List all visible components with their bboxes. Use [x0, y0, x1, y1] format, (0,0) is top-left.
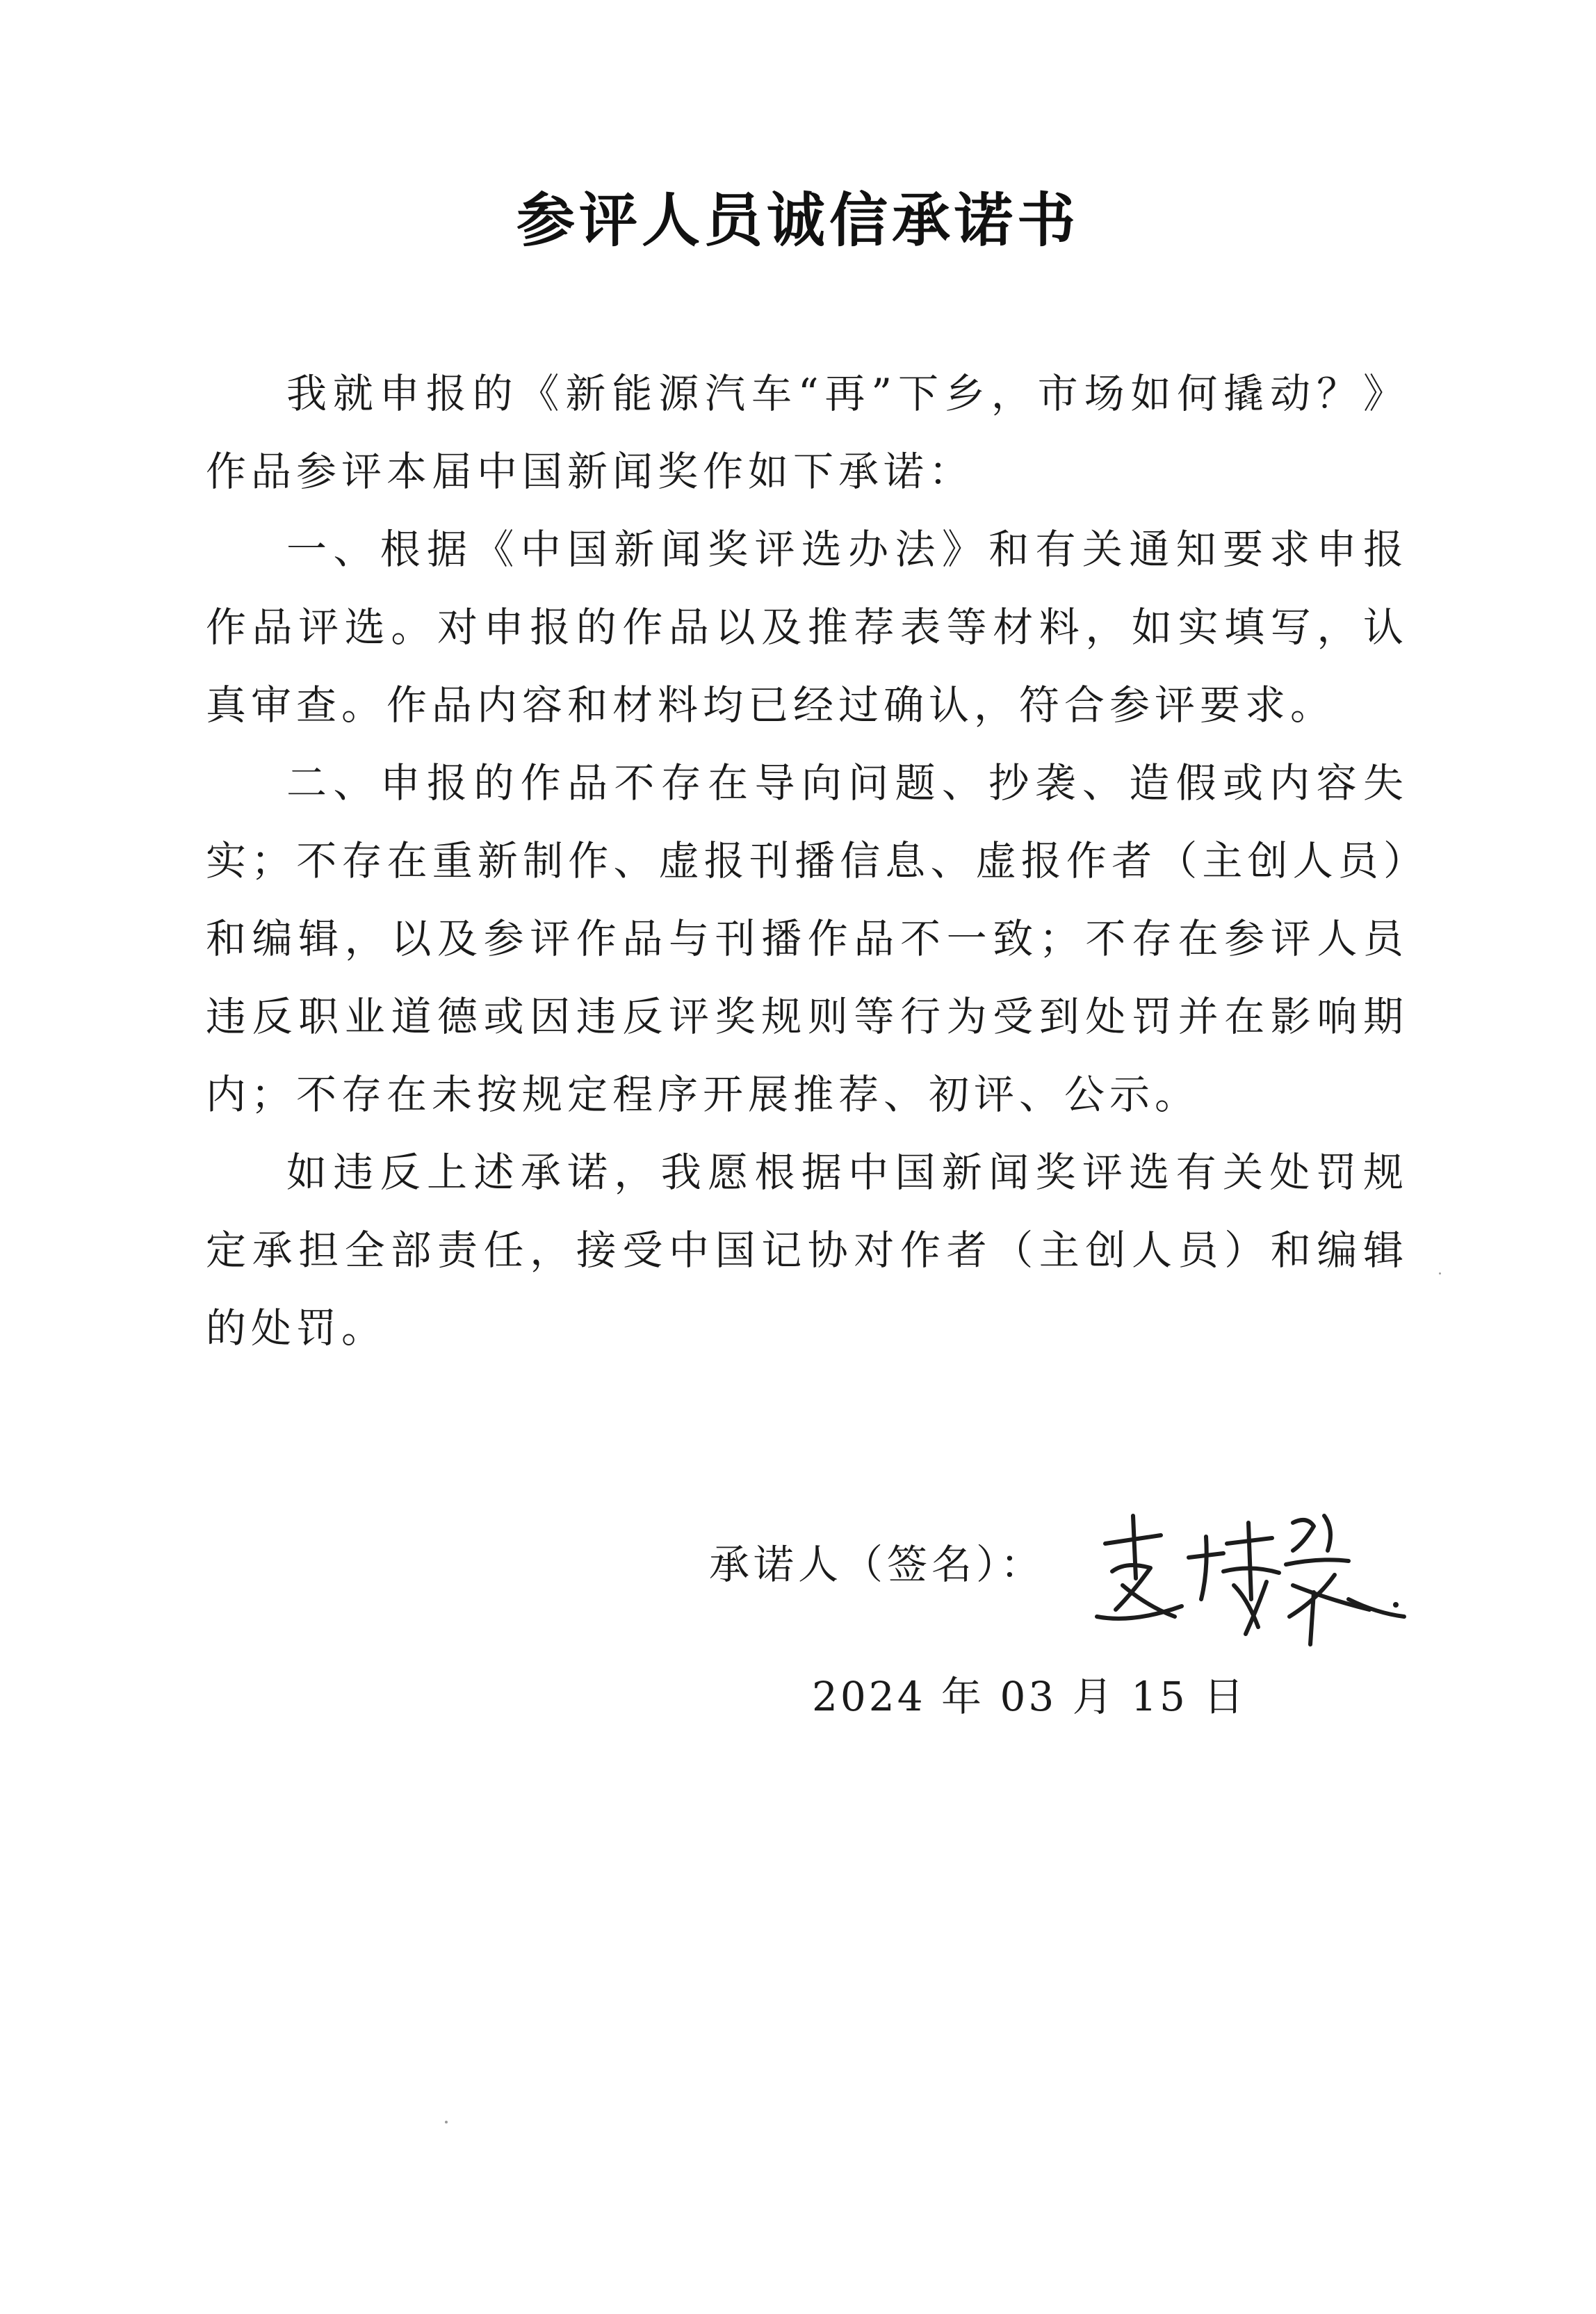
paragraph-intro: 我就申报的《新能源汽车“再”下乡，市场如何撬动？》作品参评本届中国新闻奖作如下承诺：: [206, 370, 1408, 495]
paragraph-liability: 如违反上述承诺，我愿根据中国新闻奖评选有关处罚规定承担全部责任，接受中国记协对作者（主创人员）和编辑的处罚。: [206, 1149, 1408, 1352]
handwritten-signature: [1084, 1495, 1418, 1648]
document-title: 参评人员诚信承诺书: [516, 186, 1080, 254]
paragraph-commitment-2: 二、申报的作品不存在导向问题、抄袭、造假或内容失实；不存在重新制作、虚报刊播信息、虚报作者（主创人员）和编辑，以及参评作品与刊播作品不一致；不存在参评人员违反职业道德或因违反评奖规则等行为受到处罚并在影响期内；不存在未按规定程序开展推荐、初评、公示。: [206, 759, 1408, 1118]
scan-speck: [1439, 1272, 1441, 1275]
scan-speck: [445, 2121, 448, 2123]
document-body: [206, 355, 1408, 1367]
signature-row: [709, 1495, 1404, 1648]
paragraph-commitment-1: 一、根据《中国新闻奖评选办法》和有关通知要求申报作品评选。对申报的作品以及推荐表等材料，如实填写，认真审查。作品内容和材料均已经过确认，符合参评要求。: [206, 526, 1408, 729]
signature-label: 承诺人（签名）：: [709, 1541, 1045, 1588]
signature-date: 2024 年 03 月 15 日: [812, 1673, 1247, 1720]
